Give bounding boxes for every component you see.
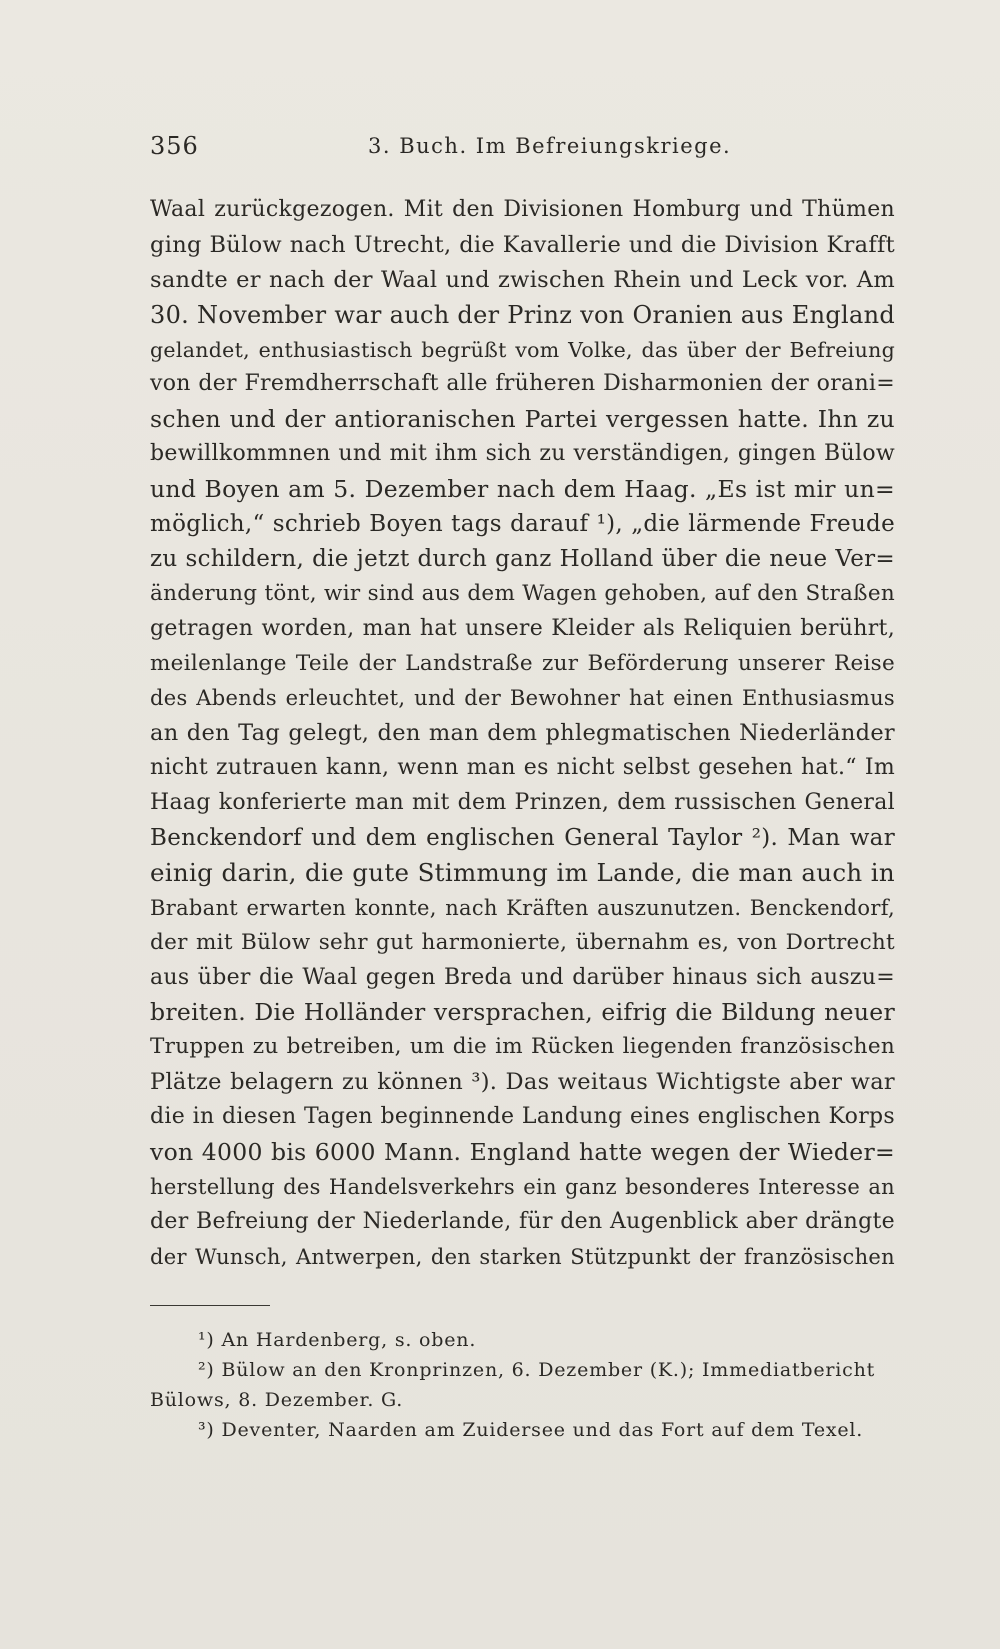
footnote-2: ²) Bülow an den Kronprinzen, 6. Dezember (K.); Immediatbericht bbox=[198, 1359, 876, 1381]
footnotes bbox=[150, 1325, 895, 1445]
page-number: 356 bbox=[150, 132, 199, 160]
text-line: Brabant erwarten konnte, nach Kräften auszunutzen. Benckendorf, bbox=[150, 895, 895, 920]
text-line: 30. November war auch der Prinz von Oranien aus England bbox=[150, 300, 895, 329]
text-line: gelandet, enthusiastisch begrüßt vom Volke, das über der Befreiung bbox=[150, 337, 895, 362]
text-line: aus über die Waal gegen Breda und darüber hinaus sich auszu= bbox=[150, 964, 895, 990]
text-line: ging Bülow nach Utrecht, die Kavallerie und die Division Krafft bbox=[150, 231, 895, 258]
text-line: möglich,“ schrieb Boyen tags darauf ¹), „die lärmende Freude bbox=[150, 511, 895, 538]
text-line: von 4000 bis 6000 Mann. England hatte wegen der Wieder= bbox=[150, 1138, 895, 1167]
text-line: schen und der antioranischen Partei vergessen hatte. Ihn zu bbox=[150, 405, 895, 434]
text-line: Truppen zu betreiben, um die im Rücken liegenden französischen bbox=[150, 1034, 895, 1060]
text-line: Waal zurückgezogen. Mit den Divisionen Homburg und Thümen bbox=[150, 197, 895, 222]
text-line: einig darin, die gute Stimmung im Lande, die man auch in bbox=[150, 857, 895, 887]
running-head: 3. Buch. Im Befreiungskriege. bbox=[368, 134, 732, 158]
text-line: meilenlange Teile der Landstraße zur Beförderung unserer Reise bbox=[150, 650, 895, 676]
text-line: herstellung des Handelsverkehrs ein ganz besonderes Interesse an bbox=[150, 1174, 895, 1199]
footnote-rule bbox=[150, 1305, 270, 1306]
text-line: bewillkommnen und mit ihm sich zu verständigen, gingen Bülow bbox=[150, 441, 895, 467]
footnote-2-continuation: Bülows, 8. Dezember. G. bbox=[150, 1389, 404, 1411]
text-line: der mit Bülow sehr gut harmonierte, übernahm es, von Dortrecht bbox=[150, 929, 895, 955]
text-line: Plätze belagern zu können ³). Das weitaus Wichtigste aber war bbox=[150, 1069, 895, 1096]
text-line: die in diesen Tagen beginnende Landung eines englischen Korps bbox=[150, 1104, 895, 1130]
footnote-3: ³) Deventer, Naarden am Zuidersee und das Fort auf dem Texel. bbox=[198, 1419, 864, 1441]
text-line: an den Tag gelegt, den man dem phlegmatischen Niederländer bbox=[150, 720, 895, 747]
text-line: zu schildern, die jetzt durch ganz Holland über die neue Ver= bbox=[150, 545, 895, 572]
text-line: des Abends erleuchtet, und der Bewohner hat einen Enthusiasmus bbox=[150, 686, 895, 711]
text-line: breiten. Die Holländer versprachen, eifrig die Bildung neuer bbox=[150, 998, 895, 1027]
text-line: und Boyen am 5. Dezember nach dem Haag. „Es ist mir un= bbox=[150, 475, 895, 504]
text-line: nicht zutrauen kann, wenn man es nicht selbst gesehen hat.“ Im bbox=[150, 755, 895, 781]
footnote-1: ¹) An Hardenberg, s. oben. bbox=[198, 1329, 477, 1351]
text-line: änderung tönt, wir sind aus dem Wagen gehoben, auf den Straßen bbox=[150, 580, 895, 606]
text-line: Haag konferierte man mit dem Prinzen, dem russischen General bbox=[150, 790, 895, 816]
text-line: sandte er nach der Waal und zwischen Rhein und Leck vor. Am bbox=[150, 266, 895, 293]
body-text bbox=[150, 193, 895, 1275]
text-line: getragen worden, man hat unsere Kleider als Reliquien berührt, bbox=[150, 615, 895, 641]
text-line: von der Fremdherrschaft alle früheren Disharmonien der orani= bbox=[150, 371, 895, 397]
text-line: Benckendorf und dem englischen General Taylor ²). Man war bbox=[150, 825, 895, 852]
page-header bbox=[150, 128, 890, 168]
text-line: der Wunsch, Antwerpen, den starken Stützpunkt der französischen bbox=[150, 1244, 895, 1269]
text-line: der Befreiung der Niederlande, für den Augenblick aber drängte bbox=[150, 1208, 895, 1234]
